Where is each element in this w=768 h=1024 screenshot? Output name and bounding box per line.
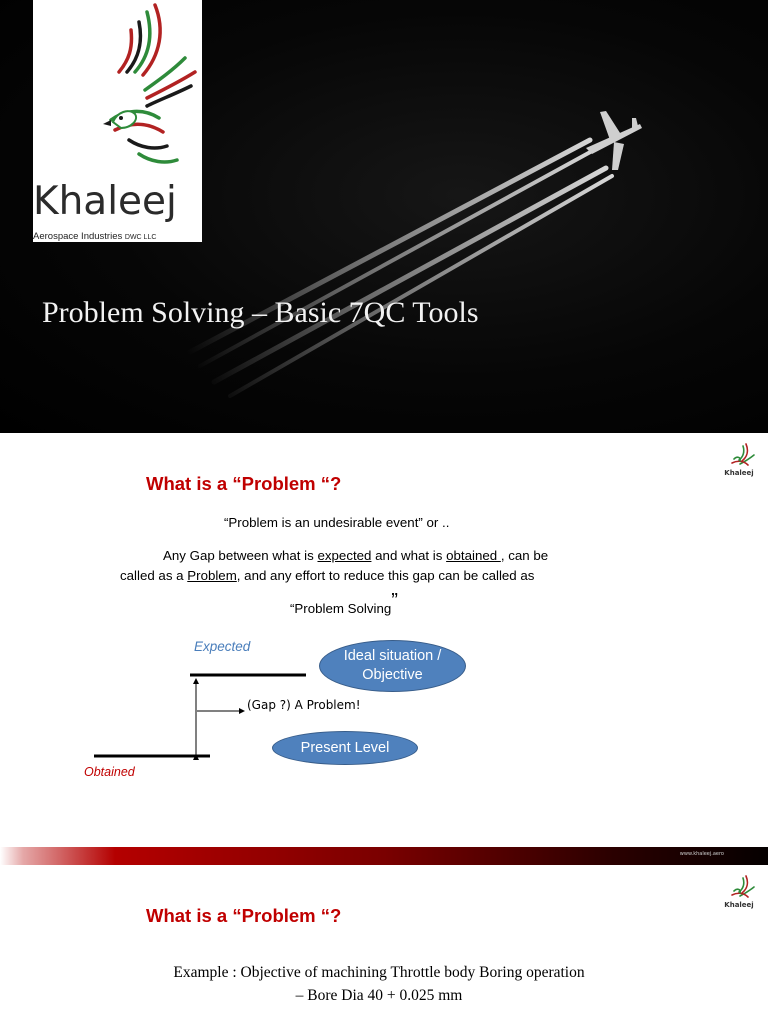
slide-title: Problem Solving – Basic 7QC Tools [42,296,479,329]
example-line-1: Example : Objective of machining Throttle body Boring operation [173,964,585,981]
logo-subtitle-main: Aerospace Industries [33,231,123,242]
falcon-logo-icon [55,0,205,180]
corner-logo [716,443,762,477]
present-level-oval: Present Level [272,731,418,765]
closing-quote: ” [391,590,398,612]
example-line-2: – Bore Dia 40 + 0.025 mm [295,987,463,1004]
expected-underlined: expected [317,548,372,563]
para2-part-a: called as a [120,568,188,583]
falcon-logo-icon [716,443,762,469]
corner-logo [716,875,762,909]
definition-text: “Problem is an undesirable event” or .. [224,515,450,530]
para1-part-a: Any Gap between what is [163,548,318,563]
obtained-underlined: obtained [446,548,501,563]
logo-subtitle [33,231,156,242]
problem-solving-text: “Problem Solving [290,601,392,616]
footer-url: www.khaleej.aero [679,851,724,857]
obtained-label: Obtained [84,765,135,779]
expected-label: Expected [194,639,251,654]
company-logo [33,0,202,242]
para2-part-b: , and any effort to reduce this gap can be called as [236,568,535,583]
logo-wordmark: Khaleej [33,179,177,224]
paragraph-line-3 [290,590,398,619]
para1-part-b: and what is [371,548,447,563]
problem-example-slide [0,865,768,1024]
para1-part-c: , can be [500,548,549,563]
footer-bar [0,847,768,865]
paragraph-line-1 [163,548,548,563]
logo-subtitle-suffix: DWC LLC [124,234,157,241]
problem-underlined: Problem [187,568,237,583]
slide-heading: What is a “Problem “? [146,905,342,926]
paragraph-line-2 [120,568,534,583]
airplane-icon [586,111,642,170]
gap-label: (Gap ?) A Problem! [247,698,361,712]
corner-logo-wordmark: Khaleej [724,469,754,477]
slide-heading: What is a “Problem “? [146,473,342,494]
problem-definition-slide [0,433,768,865]
falcon-logo-icon [716,875,762,901]
corner-logo-wordmark: Khaleej [724,901,754,909]
ideal-situation-oval: Ideal situation / Objective [319,640,466,692]
title-slide [0,0,768,433]
